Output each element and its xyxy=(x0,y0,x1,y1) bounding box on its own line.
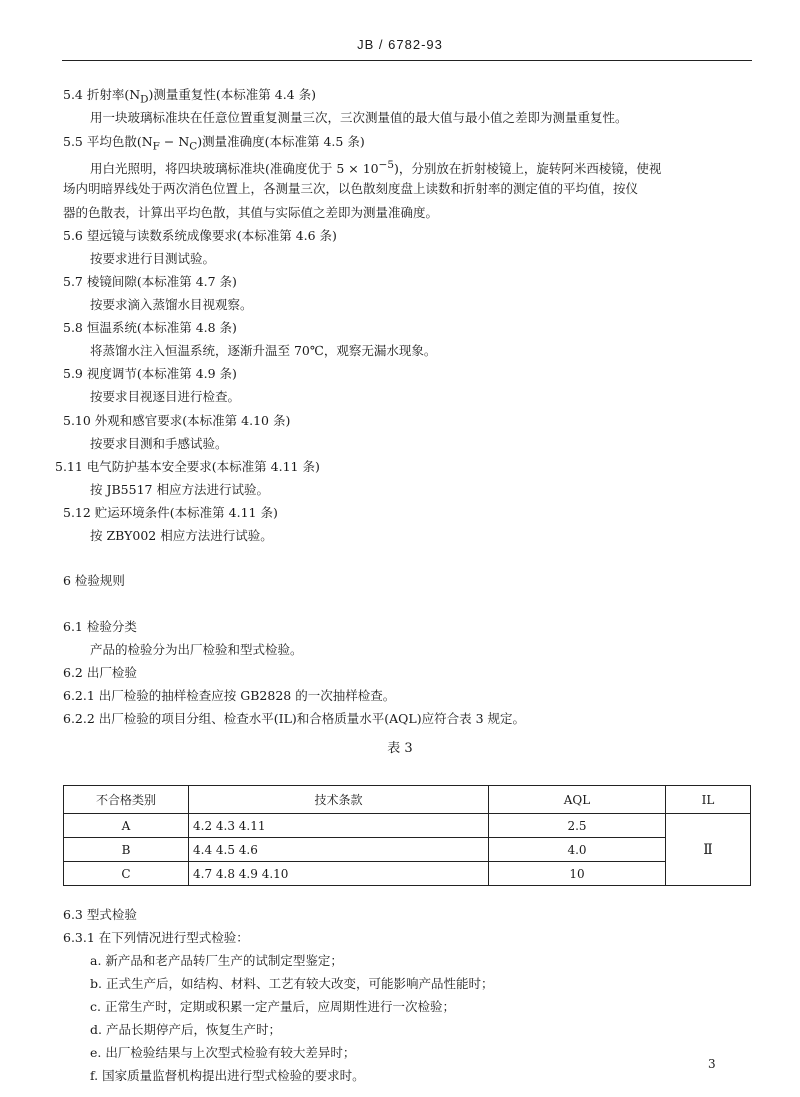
clause-5-8-heading: 5.8 恒温系统(本标准第 4.8 条) xyxy=(63,320,237,335)
inspection-table xyxy=(63,785,751,886)
clause-5-9-heading: 5.9 视度调节(本标准第 4.9 条) xyxy=(63,366,237,381)
header-aql: AQL xyxy=(489,786,666,814)
clause-6-1-heading: 6.1 检验分类 xyxy=(63,619,137,634)
list-item-d: d. 产品长期停产后，恢复生产时； xyxy=(90,1022,281,1037)
clause-5-11-heading: 5.11 电气防护基本安全要求(本标准第 4.11 条) xyxy=(55,459,320,474)
clause-5-4-heading: 5.4 折射率$(N_D)$测量重复性(本标准第 4.4 条) xyxy=(63,87,316,106)
document-header-title: JB / 6782-93 xyxy=(357,37,443,52)
row-aql-cell: 2.5 xyxy=(489,814,666,838)
clause-5-6-text: 按要求进行目测试验。 xyxy=(90,251,216,266)
clause-6-3-1-text: 6.3.1 在下列情况进行型式检验： xyxy=(63,930,249,945)
list-item-b: b. 正式生产后，如结构、材料、工艺有较大改变，可能影响产品性能时； xyxy=(90,976,494,991)
header-technical-clauses: 技术条款 xyxy=(189,786,489,814)
clause-5-7-text: 按要求滴入蒸馏水目视观察。 xyxy=(90,297,253,312)
header-il: IL xyxy=(666,786,751,814)
list-item-a: a. 新产品和老产品转厂生产的试制定型鉴定； xyxy=(90,953,343,968)
clause-5-4-text: 用一块玻璃标准块在任意位置重复测量三次，三次测量值的最大值与最小值之差即为测量重复性。 xyxy=(90,110,628,125)
section-6-heading: 6 检验规则 xyxy=(63,573,125,588)
row-aql-cell: 4.0 xyxy=(489,838,666,862)
table-row xyxy=(64,838,751,862)
clause-5-12-heading: 5.12 贮运环境条件(本标准第 4.11 条) xyxy=(63,505,278,520)
clause-5-5-text-line-2: 场内明暗界线处于两次消色位置上，各测量三次，以色散刻度盘上读数和折射率的测定值的平均值，按仪 xyxy=(63,181,639,196)
page-number: 3 xyxy=(708,1057,716,1071)
clause-5-5-heading: 5.5 平均色散$(N_F - N_C)$测量准确度(本标准第 4.5 条) xyxy=(63,134,365,153)
row-class-cell: B xyxy=(64,838,189,862)
clause-5-8-text: 将蒸馏水注入恒温系统，逐渐升温至 70℃，观察无漏水现象。 xyxy=(90,343,437,358)
header-nonconformity-class: 不合格类别 xyxy=(64,786,189,814)
list-item-f: f. 国家质量监督机构提出进行型式检验的要求时。 xyxy=(90,1068,365,1083)
row-items-cell: 4.2 4.3 4.11 xyxy=(189,814,489,838)
row-items-cell: 4.4 4.5 4.6 xyxy=(189,838,489,862)
clause-6-2-1-text: 6.2.1 出厂检验的抽样检查应按 GB2828 的一次抽样检查。 xyxy=(63,688,396,703)
clause-6-3-heading: 6.3 型式检验 xyxy=(63,907,137,922)
row-class-cell: A xyxy=(64,814,189,838)
clause-5-9-text: 按要求目视逐目进行检查。 xyxy=(90,389,241,404)
table-header-row xyxy=(64,786,751,814)
clause-6-2-heading: 6.2 出厂检验 xyxy=(63,665,137,680)
clause-5-10-text: 按要求目测和手感试验。 xyxy=(90,436,228,451)
il-cell: Ⅱ xyxy=(666,814,751,886)
clause-6-2-2-text: 6.2.2 出厂检验的项目分组、检查水平(IL)和合格质量水平(AQL)应符合表 3 规定。 xyxy=(63,711,526,726)
clause-5-6-heading: 5.6 望远镜与读数系统成像要求(本标准第 4.6 条) xyxy=(63,228,337,243)
table-row xyxy=(64,814,751,838)
row-items-cell: 4.7 4.8 4.9 4.10 xyxy=(189,862,489,886)
clause-5-12-text: 按 ZBY002 相应方法进行试验。 xyxy=(90,528,273,543)
list-item-e: e. 出厂检验结果与上次型式检验有较大差异时； xyxy=(90,1045,356,1060)
clause-5-5-text-line-1: 用白光照明，将四块玻璃标准块(准确度优于 $5 \times 10^{-5}$)，分别放在折射棱镜上，旋转阿米西棱镜，使视 xyxy=(90,159,662,177)
header-rule xyxy=(62,60,752,61)
list-item-c: c. 正常生产时，定期或积累一定产量后，应周期性进行一次检验； xyxy=(90,999,455,1014)
row-aql-cell: 10 xyxy=(489,862,666,886)
clause-5-11-text: 按 JB5517 相应方法进行试验。 xyxy=(90,482,269,497)
clause-5-5-text-line-3: 器的色散表，计算出平均色散，其值与实际值之差即为测量准确度。 xyxy=(63,205,439,220)
clause-5-7-heading: 5.7 棱镜间隙(本标准第 4.7 条) xyxy=(63,274,237,289)
table-row xyxy=(64,862,751,886)
table-caption: 表 3 xyxy=(387,741,413,756)
clause-6-1-text: 产品的检验分为出厂检验和型式检验。 xyxy=(90,642,303,657)
clause-5-10-heading: 5.10 外观和感官要求(本标准第 4.10 条) xyxy=(63,413,291,428)
row-class-cell: C xyxy=(64,862,189,886)
